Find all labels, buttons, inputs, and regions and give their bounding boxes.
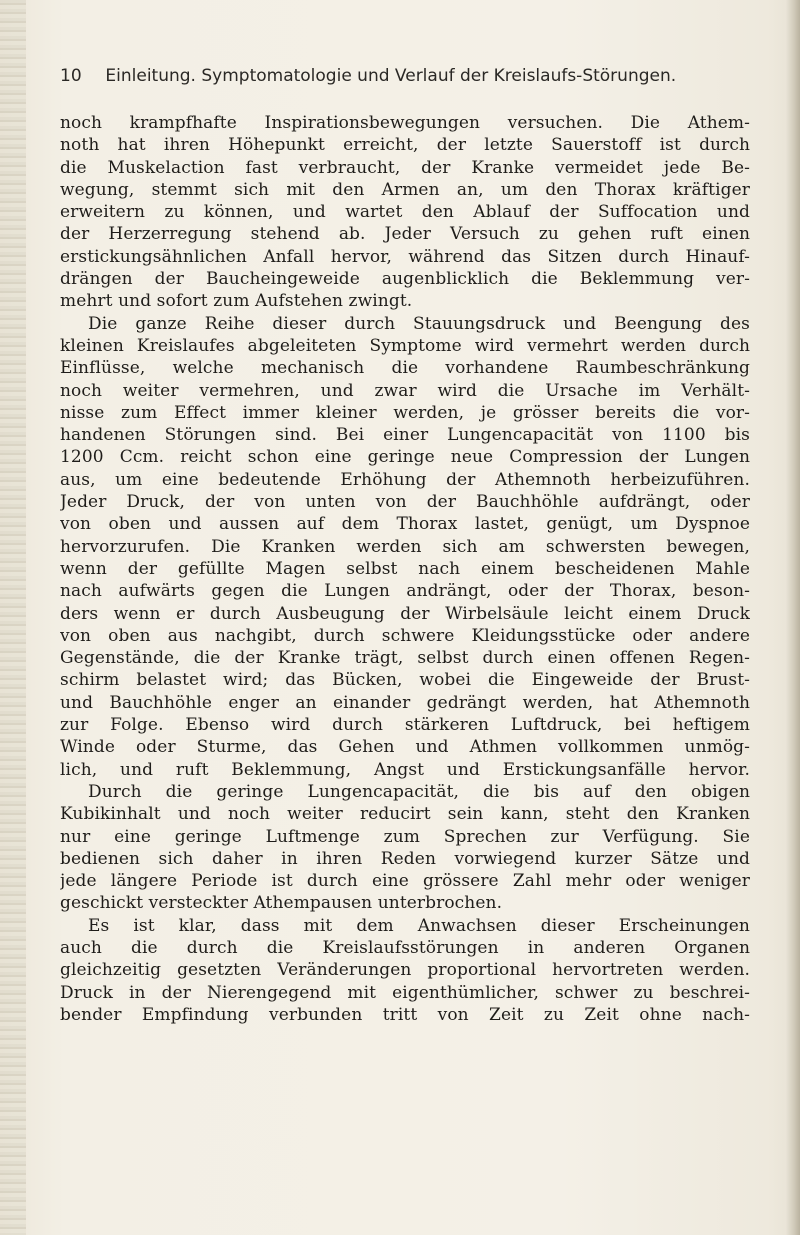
- text-line: erweitern zu können, und wartet den Ablauf der Suffocation und: [60, 202, 750, 223]
- text-line: aus, um eine bedeutende Erhöhung der Athemnoth herbeizuführen.: [60, 469, 750, 490]
- text-line: ders wenn er durch Ausbeugung der Wirbelsäule leicht einem Druck: [60, 603, 750, 624]
- text-line: geschickt versteckter Athempausen unterbrochen.: [60, 893, 503, 914]
- text-line: auch die durch die Kreislaufsstörungen in anderen Organen: [60, 937, 750, 958]
- text-line: bedienen sich daher in ihren Reden vorwiegend kurzer Sätze und: [60, 848, 750, 869]
- text-line: Es ist klar, dass mit dem Anwachsen dieser Erscheinungen: [88, 915, 750, 936]
- text-line: von oben und aussen auf dem Thorax lastet, genügt, um Dyspnoe: [60, 514, 750, 535]
- text-line: jede längere Periode ist durch eine grössere Zahl mehr oder weniger: [60, 871, 750, 892]
- text-line: noth hat ihren Höhepunkt erreicht, der letzte Sauerstoff ist durch: [60, 135, 750, 156]
- text-line: nisse zum Effect immer kleiner werden, je grösser bereits die vor-: [60, 402, 750, 423]
- text-line: Die ganze Reihe dieser durch Stauungsdruck und Beengung des: [88, 313, 750, 334]
- text-line: noch weiter vermehren, und zwar wird die Ursache im Verhält-: [60, 380, 750, 401]
- text-line: wenn der gefüllte Magen selbst nach einem bescheidenen Mahle: [60, 558, 750, 579]
- page-gutter: [0, 0, 26, 1235]
- text-line: noch krampfhafte Inspirationsbewegungen versuchen. Die Athem-: [60, 113, 750, 133]
- page-edge: [786, 0, 800, 1235]
- running-title: Einleitung. Symptomatologie und Verlauf der Kreislaufs-Störungen.: [105, 66, 677, 86]
- text-line: Kubikinhalt und noch weiter reducirt sein kann, steht den Kranken: [60, 804, 750, 825]
- text-line: handenen Störungen sind. Bei einer Lungencapacität von 1100 bis: [60, 425, 750, 446]
- text-line: wegung, stemmt sich mit den Armen an, um den Thorax kräftiger: [60, 179, 750, 200]
- running-header: [60, 66, 750, 96]
- page-number: 10: [60, 66, 82, 86]
- text-line: schirm belastet wird; das Bücken, wobei die Eingeweide der Brust-: [60, 670, 750, 691]
- text-line: kleinen Kreislaufes abgeleiteten Symptome wird vermehrt werden durch: [60, 335, 750, 356]
- text-line: Winde oder Sturme, das Gehen und Athmen vollkommen unmög-: [60, 737, 750, 758]
- text-line: zur Folge. Ebenso wird durch stärkeren Luftdruck, bei heftigem: [60, 715, 750, 736]
- text-line: und Bauchhöhle enger an einander gedrängt werden, hat Athemnoth: [60, 692, 750, 713]
- text-line: von oben aus nachgibt, durch schwere Kleidungsstücke oder andere: [60, 625, 750, 646]
- text-line: die Muskelaction fast verbraucht, der Kranke vermeidet jede Be-: [60, 157, 750, 178]
- text-line: drängen der Baucheingeweide augenblicklich die Beklemmung ver-: [60, 269, 750, 290]
- text-line: Gegenstände, die der Kranke trägt, selbst durch einen offenen Regen-: [60, 648, 750, 669]
- text-line: gleichzeitig gesetzten Veränderungen proportional hervortreten werden.: [60, 960, 750, 981]
- text-line: lich, und ruft Beklemmung, Angst und Erstickungsanfälle hervor.: [60, 759, 750, 780]
- text-line: der Herzerregung stehend ab. Jeder Versuch zu gehen ruft einen: [60, 224, 750, 245]
- text-line: bender Empfindung verbunden tritt von Zeit zu Zeit ohne nach-: [60, 1004, 750, 1025]
- text-line: 1200 Ccm. reicht schon eine geringe neue Compression der Lungen: [60, 447, 750, 468]
- text-line: Durch die geringe Lungencapacität, die bis auf den obigen: [88, 781, 750, 802]
- text-line: nach aufwärts gegen die Lungen andrängt, oder der Thorax, beson-: [60, 581, 750, 602]
- text-line: nur eine geringe Luftmenge zum Sprechen zur Verfügung. Sie: [60, 826, 750, 847]
- text-line: mehrt und sofort zum Aufstehen zwingt.: [60, 291, 413, 312]
- body-text: [60, 112, 750, 1026]
- text-line: erstickungsähnlichen Anfall hervor, während das Sitzen durch Hinauf-: [60, 246, 750, 267]
- text-line: Druck in der Nierengegend mit eigenthümlicher, schwer zu beschrei-: [60, 982, 750, 1003]
- text-line: Jeder Druck, der von unten von der Bauchhöhle aufdrängt, oder: [60, 492, 750, 513]
- text-line: hervorzurufen. Die Kranken werden sich am schwersten bewegen,: [60, 536, 750, 557]
- text-line: Einflüsse, welche mechanisch die vorhandene Raumbeschränkung: [60, 358, 750, 379]
